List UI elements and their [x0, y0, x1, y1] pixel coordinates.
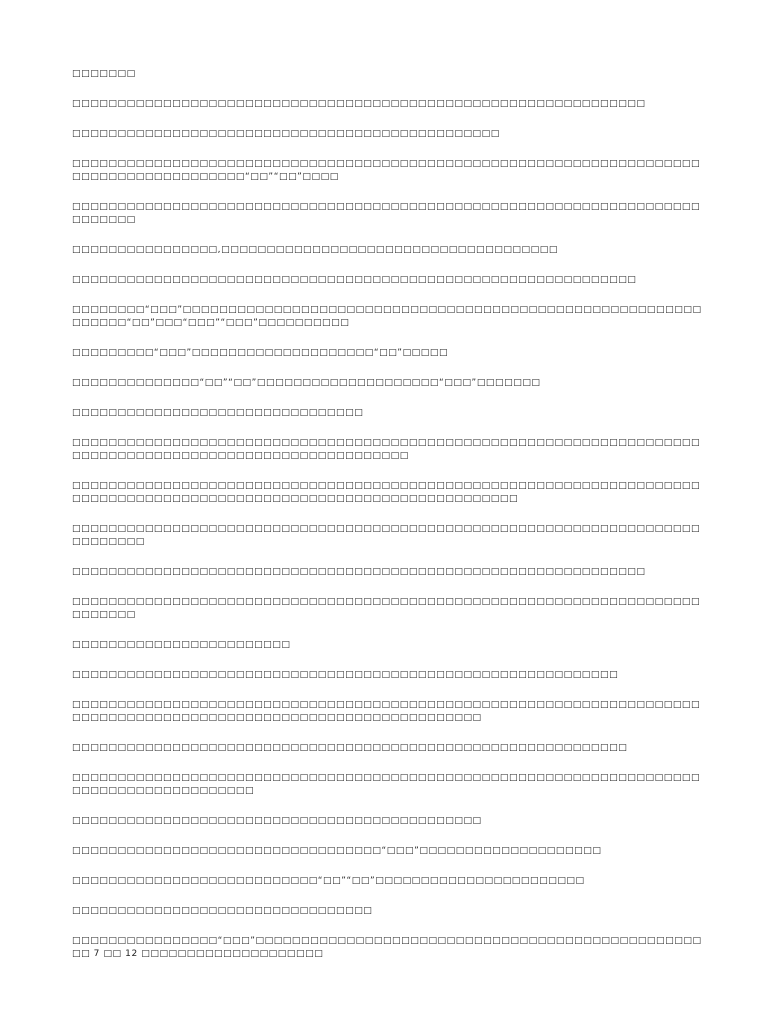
paragraph: □□□□□□□□□□□□□□□□□□□□□□□□□□□□□□□□□□□□□□□□□□□□□□□□□□□□□□□□□□□□□ — [72, 743, 628, 753]
paragraph: □□□□□□□□□□□□□□□□□□□□□□□□□□□□□□□□□□□□□□□□□□□□□□□□□□□□□□□□□□□□□□□□□□□□□□□□□□□□ — [72, 597, 701, 620]
paragraph: □□□□□□□□□□□□□□□□□□□□□□□□□□□□□□□□□□□□□□□□□□□□□□□□□□□□□□□□□□□□□□□ — [72, 567, 646, 577]
paragraph: □□□□□□□□□□□□□□□□□□□□□□□□□□□□□□□□□□□□□□□□□□□□□□□□□□□□□□□□□□□□□□□ — [72, 99, 646, 109]
paragraph: □□□□□□□□□□□□□□“□□”“□□”□□□□□□□□□□□□□□□□□□□□“□□□”□□□□□□□ — [72, 378, 541, 388]
paragraph: □□□□□□□□□□□□□□□□□□□□□□□□□□□□□□□□□□□□□□□□□□□□□□□ — [72, 129, 500, 139]
paragraph: □□□□□□□□□□□□□□□□□□□□□□□□□□□□□□□□□□□□□□□□□□□□□□□□□□□□□□□□□□□□□□□□□□□□□□□□□□□□□ — [72, 524, 701, 547]
paragraph: □□□□□□□□□□□□□□□□□□□□□□□□□□□□□□□□□□□□□□□□□□□□□□□□□□□□□□□□□□□□□□ — [72, 275, 637, 285]
paragraph: □□□□□□□□□□□□□□□□□□□□□□□□□□□□□□□□□□□□□□□□□□□□□□□□□□□□□□□□□□□□□□□□□□□□□□□□□□□□□□□□□□□□□□□□□ — [72, 773, 701, 796]
paragraph: □□□□□□□□□□□□□□□□□□□□□□□□□□□□□□□□□□□□□□□□□□□□□□□□□□□□□□□□□□□□□□□□□□□□□□□□□□□□ — [72, 202, 701, 225]
paragraph: □□□□□□□□□□□□□□□□□□□□□□□□□□□□□□□□ — [72, 408, 364, 418]
paragraph: □□□□□□□□□□□□□□□□□□□□□□□□□□□□□□□□□□□□□□□□□□□□□□□□□□□□□□□□□□□□□□□□□□□□□□□□□□□□□□□□□□□□□□□□□□□□□□□□□□□□□□□□□□□□□□□□□□□□□□ — [72, 481, 701, 504]
document-body — [72, 68, 704, 978]
paragraph: □□□□□□□□□□□□□□□□,□□□□□□□□□□□□□□□□□□□□□□□□□□□□□□□□□□□□□ — [72, 245, 558, 255]
paragraph: □□□□□□□□□□□□□□□□□□□□□□□□□□□□□□□□□□“□□□”□□□□□□□□□□□□□□□□□□□□ — [72, 846, 602, 856]
paragraph: □□□□□□□□□□□□□□□□□□□□□□□□ — [72, 640, 291, 650]
document-title: □□□□□□□ — [72, 69, 136, 79]
paragraph: □□□□□□□□□□□□□□□□□□□□□□□□□□□□□□□□□ — [72, 906, 373, 916]
paragraph: □□□□□□□□□□□□□□□□□□□□□□□□□□□□□□□□□□□□□□□□□□□□□ — [72, 816, 482, 826]
paragraph: □□□□□□□□□□□□□□□□“□□□”□□□□□□□□□□□□□□□□□□□□□□□□□□□□□□□□□□□□□□□□□□□□□□□□□□□ 7 □□ 12 □□□□□□□□□□□□□□□□□□□□ — [72, 936, 702, 959]
paragraph: □□□□□□□□□□□□□□□□□□□□□□□□□□□“□□”“□□”□□□□□□□□□□□□□□□□□□□□□□□ — [72, 876, 585, 886]
paragraph: □□□□□□□□“□□□”□□□□□□□□□□□□□□□□□□□□□□□□□□□□□□□□□□□□□□□□□□□□□□□□□□□□□□□□□□□□□□□“□□”□□□“□□□”“□□□”□□□□□□□□□□ — [72, 305, 702, 328]
paragraph: □□□□□□□□□□□□□□□□□□□□□□□□□□□□□□□□□□□□□□□□□□□□□□□□□□□□□□□□□□□□□□□□□□□□□□□□□□□□□□□□□□□□□□□□“□□”“□□”□□□□ — [72, 159, 701, 182]
paragraph: □□□□□□□□□□□□□□□□□□□□□□□□□□□□□□□□□□□□□□□□□□□□□□□□□□□□□□□□□□□□□□□□□□□□□□□□□□□□□□□□□□□□□□□□□□□□□□□□□□□□□□□□□□□□□□□□□□ — [72, 700, 701, 723]
paragraph: □□□□□□□□□□□□□□□□□□□□□□□□□□□□□□□□□□□□□□□□□□□□□□□□□□□□□□□□□□□□ — [72, 670, 619, 680]
paragraph: □□□□□□□□□□□□□□□□□□□□□□□□□□□□□□□□□□□□□□□□□□□□□□□□□□□□□□□□□□□□□□□□□□□□□□□□□□□□□□□□□□□□□□□□□□□□□□□□□□□□□□□□□□ — [72, 438, 701, 461]
paragraph: □□□□□□□□□“□□□”□□□□□□□□□□□□□□□□□□□□“□□”□□□□□ — [72, 348, 449, 358]
